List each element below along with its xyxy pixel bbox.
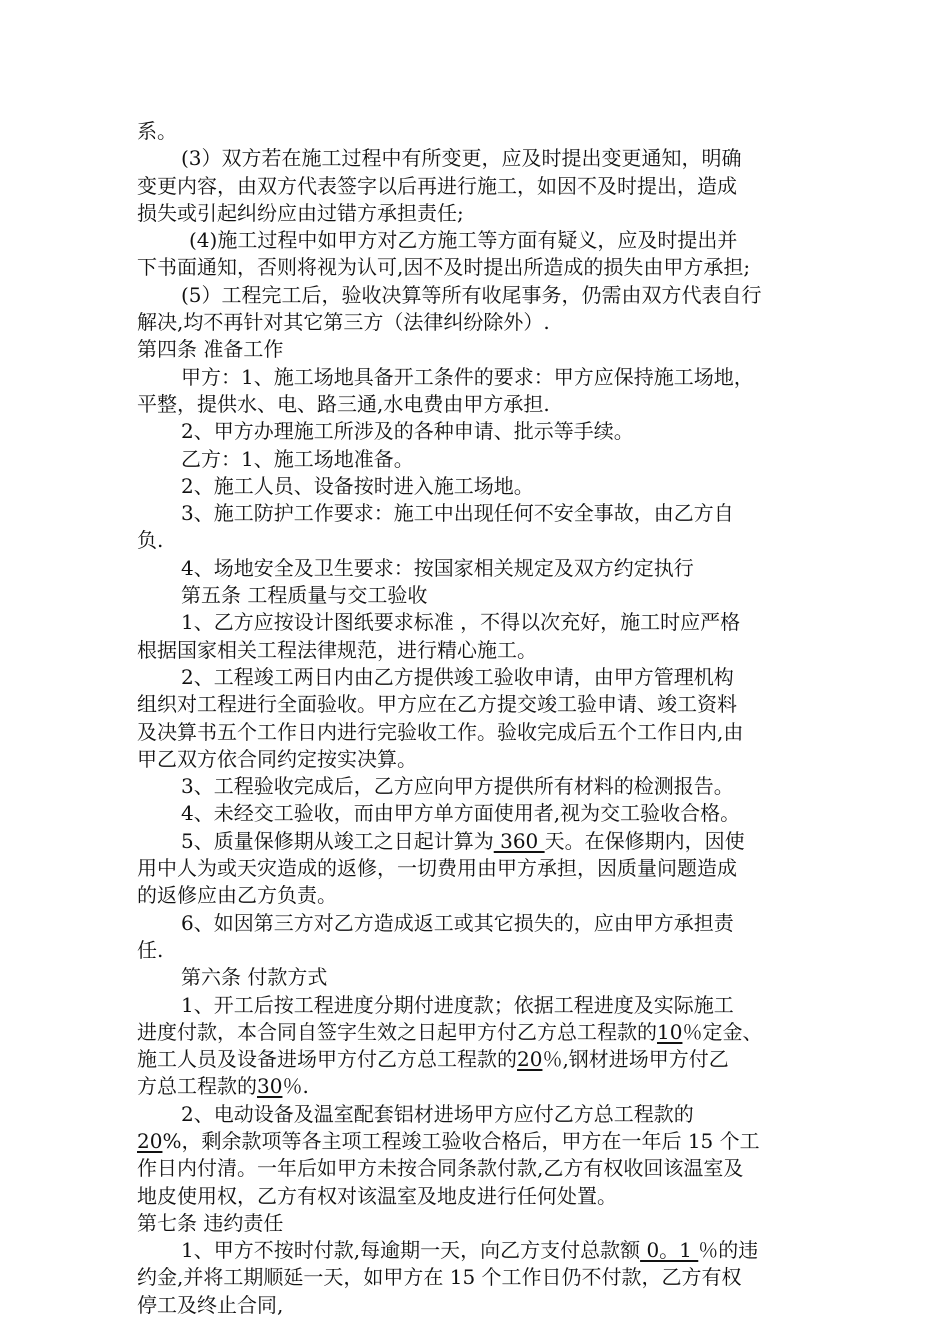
- text-line: 4、场地安全及卫生要求：按国家相关规定及双方约定执行: [181, 555, 694, 580]
- text-line: 第四条 准备工作: [137, 337, 284, 362]
- text-line: 解决,均不再针对其它第三方（法律纠纷除外）.: [137, 310, 550, 335]
- text-line: 2、工程竣工两日内由乙方提供竣工验收申请，由甲方管理机构: [181, 664, 734, 689]
- text-line: 损失或引起纠纷应由过错方承担责任;: [137, 200, 464, 225]
- text-segment: 5、质量保修期从竣工之日起计算为: [181, 828, 494, 853]
- text-line: 约金,并将工期顺延一天，如甲方在 15 个工作日仍不付款，乙方有权: [137, 1265, 742, 1290]
- text-line: 平整，提供水、电、路三通,水电费由甲方承担.: [137, 391, 550, 416]
- contract-text: [137, 118, 817, 1319]
- underlined-value: 0。1: [640, 1238, 699, 1263]
- text-line: 2、电动设备及温室配套铝材进场甲方应付乙方总工程款的: [181, 1101, 694, 1126]
- text-segment: 进度付款，本合同自签字生效之日起甲方付乙方总工程款的: [137, 1019, 657, 1044]
- text-line: 作日内付清。一年后如甲方未按合同条款付款,乙方有权收回该温室及: [137, 1156, 744, 1181]
- text-line: 用中人为或天灾造成的返修，一切费用由甲方承担，因质量问题造成: [137, 856, 737, 881]
- text-line: 甲乙双方依合同约定按实决算。: [137, 746, 417, 771]
- text-line: (4)施工过程中如甲方对乙方施工等方面有疑义，应及时提出并: [189, 228, 738, 253]
- text-line: 6、如因第三方对乙方造成返工或其它损失的，应由甲方承担责: [181, 910, 734, 935]
- underlined-value: 10: [657, 1019, 683, 1044]
- text-segment: 方总工程款的: [137, 1074, 257, 1099]
- text-line: (3）双方若在施工过程中有所变更，应及时提出变更通知，明确: [181, 146, 742, 171]
- text-segment: ％定金、: [682, 1019, 763, 1044]
- text-line: 组织对工程进行全面验收。甲方应在乙方提交竣工验申请、竣工资料: [137, 692, 737, 717]
- text-segment: 天。在保修期内，因使: [544, 828, 745, 853]
- text-line: 3、施工防护工作要求：施工中出现任何不安全事故，由乙方自: [181, 501, 734, 526]
- text-line: [137, 1237, 817, 1264]
- underlined-value: 360: [493, 828, 545, 853]
- text-line: 及决算书五个工作日内进行完验收工作。验收完成后五个工作日内,由: [137, 719, 744, 744]
- text-line: [137, 1073, 817, 1100]
- text-line: 乙方：1、施工场地准备。: [181, 446, 414, 471]
- text-segment: ％的违: [698, 1238, 759, 1263]
- text-segment: 1、甲方不按时付款,每逾期一天，向乙方支付总款额: [181, 1238, 641, 1263]
- text-line: [137, 1128, 817, 1155]
- text-segment: ％.: [282, 1074, 309, 1099]
- text-segment: %，剩余款项等各主项工程竣工验收合格后，甲方在一年后 15 个工: [162, 1128, 760, 1153]
- text-line: 停工及终止合同,: [137, 1292, 284, 1317]
- text-line: 2、甲方办理施工所涉及的各种申请、批示等手续。: [181, 419, 634, 444]
- text-line: 系。: [137, 119, 177, 143]
- text-line: (5）工程完工后，验收决算等所有收尾事务，仍需由双方代表自行: [181, 282, 762, 307]
- text-line: 1、开工后按工程进度分期付进度款；依据工程进度及实际施工: [181, 992, 734, 1017]
- text-line: 第六条 付款方式: [181, 965, 328, 990]
- underlined-value: 30: [257, 1074, 283, 1099]
- text-line: 地皮使用权，乙方有权对该温室及地皮进行任何处置。: [137, 1183, 617, 1208]
- text-line: 负.: [137, 528, 164, 553]
- text-line: 第七条 违约责任: [137, 1210, 284, 1235]
- text-line: [137, 1019, 817, 1046]
- text-line: 根据国家相关工程法律规范，进行精心施工。: [137, 637, 537, 662]
- underlined-value: 20: [517, 1047, 543, 1072]
- text-segment: ％,钢材进场甲方付乙: [542, 1047, 729, 1072]
- text-line: 2、施工人员、设备按时进入施工场地。: [181, 473, 534, 498]
- text-line: 下书面通知，否则将视为认可,因不及时提出所造成的损失由甲方承担;: [137, 255, 751, 280]
- text-line: 的返修应由乙方负责。: [137, 883, 337, 908]
- text-line: 4、未经交工验收，而由甲方单方面使用者,视为交工验收合格。: [181, 801, 741, 826]
- text-line: [137, 828, 817, 855]
- text-line: 3、工程验收完成后，乙方应向甲方提供所有材料的检测报告。: [181, 774, 734, 799]
- text-line: 1、乙方应按设计图纸要求标准 ，不得以次充好，施工时应严格: [181, 610, 741, 635]
- text-line: 变更内容，由双方代表签字以后再进行施工，如因不及时提出，造成: [137, 173, 737, 198]
- text-segment: 施工人员及设备进场甲方付乙方总工程款的: [137, 1047, 517, 1072]
- text-line: 甲方：1、施工场地具备开工条件的要求：甲方应保持施工场地，: [181, 364, 754, 389]
- underlined-value: 20: [137, 1128, 163, 1153]
- text-line: 任.: [137, 937, 164, 962]
- text-line: 第五条 工程质量与交工验收: [181, 583, 428, 608]
- text-line: [137, 1046, 817, 1073]
